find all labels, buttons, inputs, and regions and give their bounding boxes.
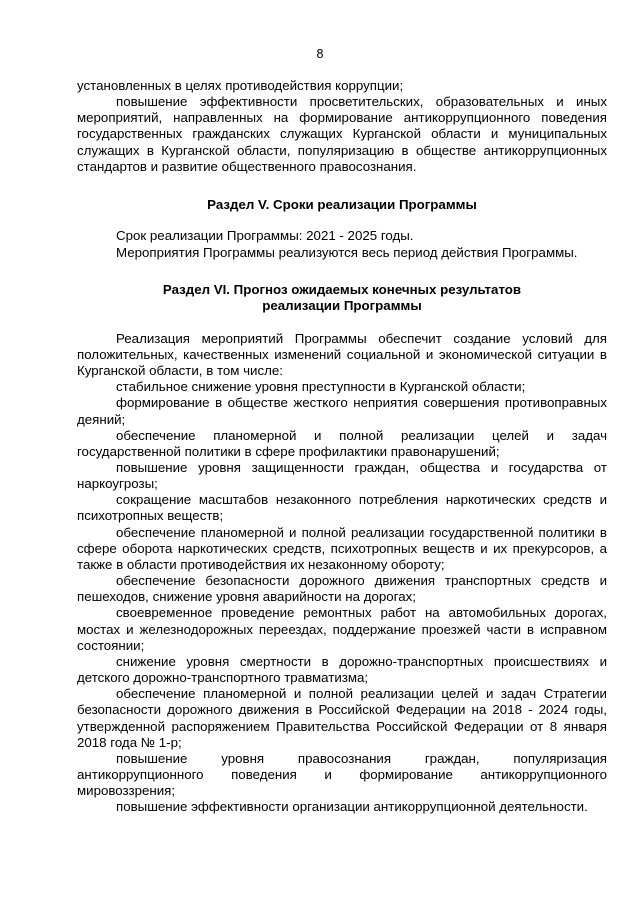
list-item: обеспечение планомерной и полной реализации целей и задач Стратегии безопасности дорожного движения в Российской Федерации на 2018 - 2024 годы, утвержденной распоряжением Правительства Российской Федерации от 8 января 2018 года № 1-р; <box>77 686 607 750</box>
list-item: стабильное снижение уровня преступности в Курганской области; <box>116 379 526 395</box>
document-body <box>77 78 607 815</box>
list-item: своевременное проведение ремонтных работ на автомобильных дорогах, мостах и железнодорожных переездах, поддержание проезжей части в исправном состоянии; <box>77 605 607 653</box>
list-item: обеспечение безопасности дорожного движения транспортных средств и пешеходов, снижение уровня аварийности на дорогах; <box>77 573 607 605</box>
section-6-heading <box>77 282 607 315</box>
page-number: 8 <box>316 47 324 61</box>
section-5-heading: Раздел V. Сроки реализации Программы <box>207 196 477 212</box>
paragraph: повышение эффективности просветительских, образовательных и иных мероприятий, направленных на формирование антикоррупционного поведения государственных гражданских служащих Курганской области и муниципальных служащих в Курганской области, популяризацию в обществе антикоррупционных стандартов и развитие общественного правосознания. <box>77 94 607 174</box>
list-item: повышение уровня правосознания граждан, популяризация антикоррупционного поведения и формирование антикоррупционного мировоззрения; <box>77 750 607 799</box>
section-6-heading-line: Раздел VI. Прогноз ожидаемых конечных результатов <box>162 281 522 297</box>
paragraph: Мероприятия Программы реализуются весь период действия Программы. <box>116 244 578 260</box>
list-item: обеспечение планомерной и полной реализации государственной политики в сфере оборота наркотических средств, психотропных веществ и их прекурсоров, а также в области противодействия их незаконному обороту; <box>77 524 607 572</box>
paragraph: Срок реализации Программы: 2021 - 2025 годы. <box>116 228 414 244</box>
list-item: повышение эффективности организации антикоррупционной деятельности. <box>116 799 588 815</box>
list-item: формирование в обществе жесткого неприятия совершения противоправных деяний; <box>77 395 607 427</box>
paragraph: Реализация мероприятий Программы обеспечит создание условий для положительных, качественных изменений социальной и экономической ситуации в Курганской области, в том числе: <box>77 330 607 379</box>
paragraph-continuation: установленных в целях противодействия коррупции; <box>77 78 404 93</box>
list-item: повышение уровня защищенности граждан, общества и государства от наркоугрозы; <box>77 460 607 492</box>
list-item: сокращение масштабов незаконного потребления наркотических средств и психотропных веществ; <box>77 492 607 524</box>
section-6-heading-line: реализации Программы <box>262 298 422 314</box>
list-item: снижение уровня смертности в дорожно-транспортных происшествиях и детского дорожно-транспортного травматизма; <box>77 653 607 686</box>
list-item: обеспечение планомерной и полной реализации целей и задач государственной политики в сфере профилактики правонарушений; <box>77 427 607 459</box>
